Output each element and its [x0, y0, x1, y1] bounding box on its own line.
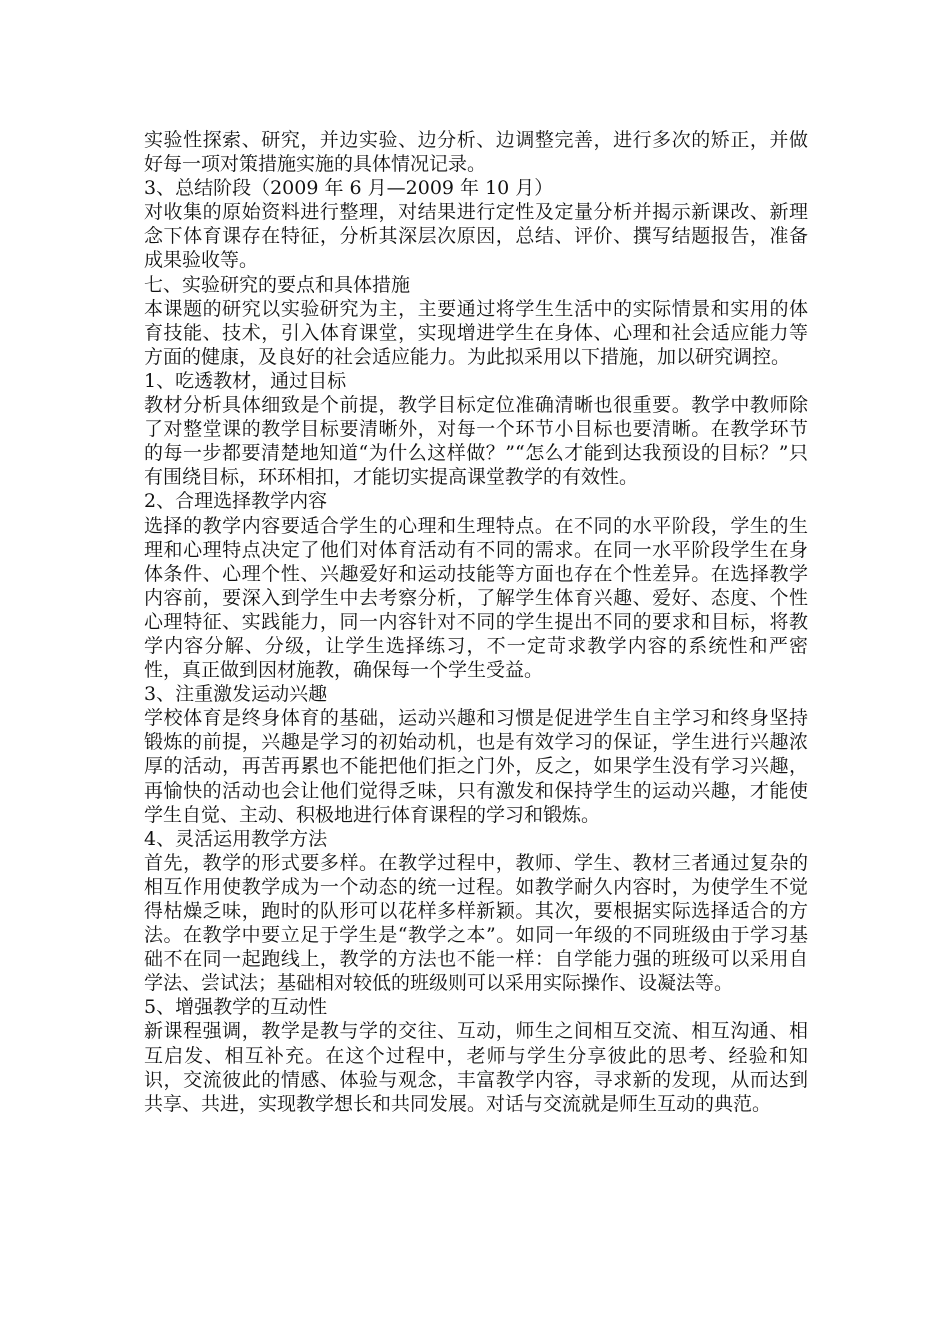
body-paragraph: 首先，教学的形式要多样。在教学过程中，教师、学生、教材三者通过复杂的相互作用使教学成为一个动态的统一过程。如教学耐久内容时，为使学生不觉得枯燥乏味，跑时的队形可以花样多样新颖。其次，要根据实际选择适合的方法。在教学中要立足于学生是“教学之本”。如同一年级的不同班级由于学习基础不在同一起跑线上，教学的方法也不能一样：自学能力强的班级可以采用自学法、尝试法；基础相对较低的班级则可以采用实际操作、设凝法等。 — [144, 851, 808, 995]
section-heading: 3、注重激发运动兴趣 — [144, 683, 328, 706]
body-paragraph: 对收集的原始资料进行整理，对结果进行定性及定量分析并揭示新课改、新理念下体育课存在特征，分析其深层次原因，总结、评价、撰写结题报告，准备成果验收等。 — [144, 201, 808, 272]
body-paragraph: 实验性探索、研究，并边实验、边分析、边调整完善，进行多次的矫正，并做好每一项对策措施实施的具体情况记录。 — [144, 129, 808, 176]
section-heading: 2、合理选择教学内容 — [144, 490, 328, 513]
section-heading: 4、灵活运用教学方法 — [144, 827, 328, 850]
section-heading: 5、增强教学的互动性 — [144, 996, 328, 1019]
section-heading: 3、总结阶段（2009 年 6 月—2009 年 10 月） — [144, 177, 554, 200]
body-paragraph: 学校体育是终身体育的基础，运动兴趣和习惯是促进学生自主学习和终身坚持锻炼的前提，兴趣是学习的初始动机，也是有效学习的保证，学生进行兴趣浓厚的活动，再苦再累也不能把他们拒之门外，反之，如果学生没有学习兴趣，再愉快的活动也会让他们觉得乏味，只有激发和保持学生的运动兴趣，才能使学生自觉、主动、积极地进行体育课程的学习和锻炼。 — [144, 707, 808, 826]
body-paragraph: 选择的教学内容要适合学生的心理和生理特点。在不同的水平阶段，学生的生理和心理特点决定了他们对体育活动有不同的需求。在同一水平阶段学生在身体条件、心理个性、兴趣爱好和运动技能等方面也存在个性差异。在选择教学内容前，要深入到学生中去考察分析，了解学生体育兴趣、爱好、态度、个性心理特征、实践能力，同一内容针对不同的学生提出不同的要求和目标，将教学内容分解、分级，让学生选择练习，不一定苛求教学内容的系统性和严密性，真正做到因材施教，确保每一个学生受益。 — [144, 514, 808, 682]
section-heading: 1、吃透教材，通过目标 — [144, 369, 347, 392]
body-paragraph: 新课程强调，教学是教与学的交往、互动，师生之间相互交流、相互沟通、相互启发、相互补充。在这个过程中，老师与学生分享彼此的思考、经验和知识，交流彼此的情感、体验与观念，丰富教学内容，寻求新的发现，从而达到共享、共进，实现教学想长和共同发展。对话与交流就是师生互动的典范。 — [144, 1020, 808, 1115]
chapter-heading: 七、实验研究的要点和具体措施 — [144, 273, 411, 296]
body-paragraph: 教材分析具体细致是个前提，教学目标定位准确清晰也很重要。教学中教师除了对整堂课的教学目标要清晰外，对每一个环节小目标也要清晰。在教学环节的每一步都要清楚地知道“为什么这样做？”“怎么才能到达我预设的目标？”只有围绕目标，环环相扣，才能切实提高课堂教学的有效性。 — [144, 394, 808, 489]
body-paragraph: 本课题的研究以实验研究为主，主要通过将学生生活中的实际情景和实用的体育技能、技术，引入体育课堂，实现增进学生在身体、心理和社会适应能力等方面的健康，及良好的社会适应能力。为此拟采用以下措施，加以研究调控。 — [144, 297, 808, 368]
document-body — [144, 128, 808, 1116]
